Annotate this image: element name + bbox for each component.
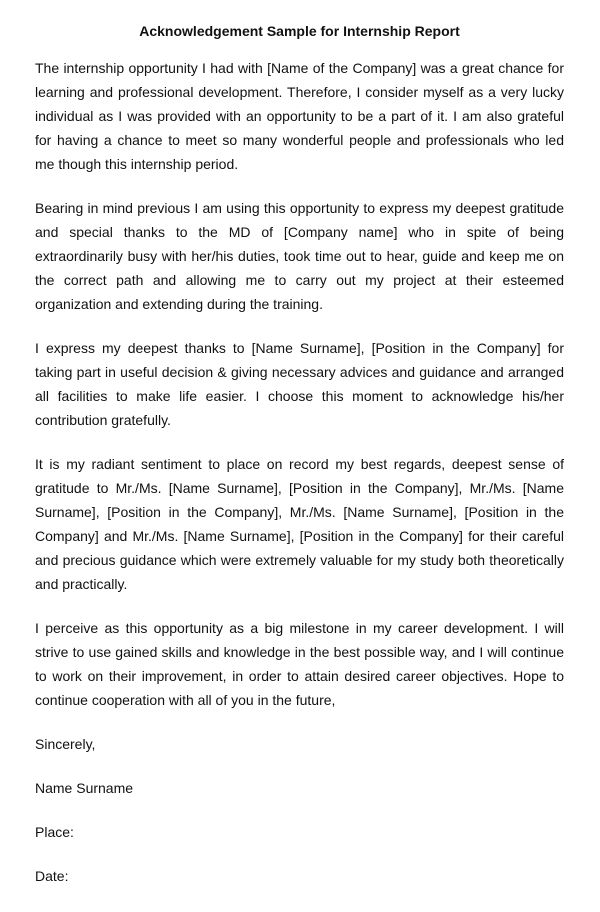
signature-name: Name Surname bbox=[35, 780, 134, 796]
paragraph-thanks-md: Bearing in mind previous I am using this opportunity to express my deepest gratitude and special thanks to the MD of [Company name] who in spite of being extraordinarily busy with her/his duties, took time out to hear, guide and keep me on the correct path and allowing me to carry out my project at their esteemed organization and extending during the training. bbox=[35, 200, 564, 312]
paragraph-career-milestone: I perceive as this opportunity as a big milestone in my career development. I will strive to use gained skills and knowledge in the best possible way, and I will continue to work on their improvement, in order to attain desired career objectives. Hope to continue cooperation with all of you in the future, bbox=[35, 620, 564, 708]
paragraph-thanks-supervisor: I express my deepest thanks to [Name Surname], [Position in the Company] for taking part in useful decision & giving necessary advices and guidance and arranged all facilities to make life easier. I choose this moment to acknowledge his/her contribution gratefully. bbox=[35, 340, 564, 428]
paragraph-gratitude-mentors: It is my radiant sentiment to place on record my best regards, deepest sense of gratitude to Mr./Ms. [Name Surname], [Position in the Company], Mr./Ms. [Name Surname], [Position in the Company], Mr./Ms. [Name Surname], [Position in the Company] and Mr./Ms. [Name Surname], [Position in the Company] for their careful and precious guidance which were extremely valuable for my study both theoretically and practically. bbox=[35, 456, 564, 592]
date-field: Date: bbox=[35, 868, 69, 884]
sign-off: Sincerely, bbox=[35, 736, 96, 752]
place-field: Place: bbox=[35, 824, 74, 840]
paragraph-internship-opportunity: The internship opportunity I had with [Name of the Company] was a great chance for learning and professional development. Therefore, I consider myself as a very lucky individual as I was provided with an opportunity to be a part of it. I am also grateful for having a chance to meet so many wonderful people and professionals who led me though this internship period. bbox=[35, 60, 564, 172]
document-title: Acknowledgement Sample for Internship Report bbox=[139, 23, 460, 39]
